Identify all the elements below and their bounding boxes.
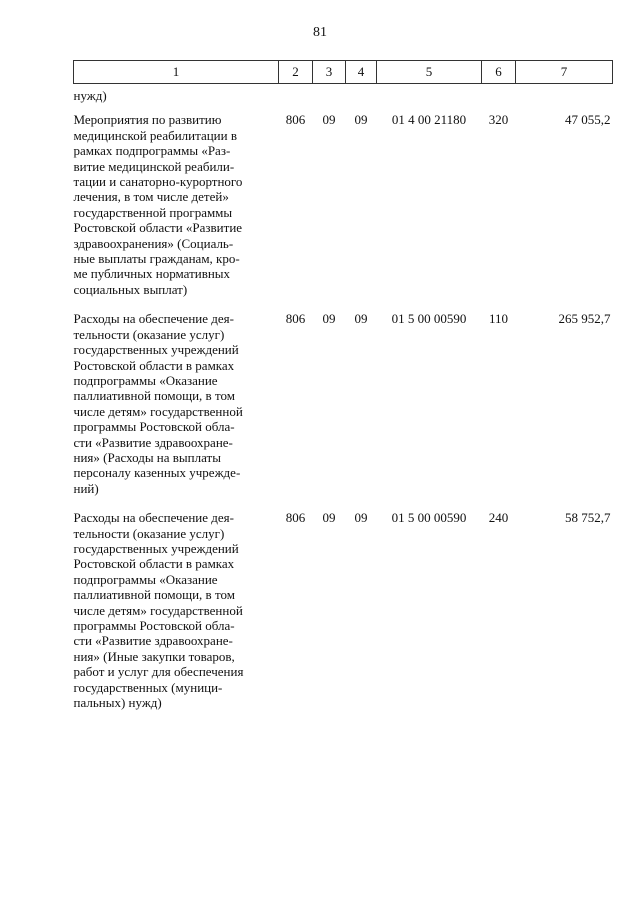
header-cell: 4 bbox=[346, 61, 377, 84]
table-row bbox=[74, 307, 613, 506]
subsection-code: 09 bbox=[354, 311, 368, 327]
amount: 47 055,2 bbox=[565, 112, 611, 128]
amount: 265 952,7 bbox=[558, 311, 611, 327]
budget-table bbox=[73, 60, 613, 720]
description-line: паллиативной помощи, в том bbox=[73, 388, 235, 404]
description-line: государственной программы bbox=[73, 204, 233, 220]
ministry-code: 806 bbox=[285, 311, 306, 327]
description-line: персоналу казенных учрежде- bbox=[73, 465, 241, 481]
description-line: Ростовской области в рамках bbox=[73, 556, 235, 572]
subsection-code: 09 bbox=[354, 112, 368, 128]
description-line: работ и услуг для обеспечения bbox=[73, 664, 244, 680]
expense-type-code: 110 bbox=[488, 311, 509, 327]
description-line: ния» (Расходы на выплаты bbox=[73, 449, 221, 465]
section-code: 09 bbox=[322, 510, 336, 526]
description-line: Мероприятия по развитию bbox=[73, 112, 222, 128]
target-article-code: 01 4 00 21180 bbox=[391, 112, 467, 128]
header-cell: 5 bbox=[377, 61, 482, 84]
description-line: подпрограммы «Оказание bbox=[73, 571, 218, 587]
description-line: тации и санаторно-курортного bbox=[73, 174, 243, 190]
row-description bbox=[74, 108, 279, 307]
target-article-code: 01 5 00 00590 bbox=[391, 311, 467, 327]
description-line: Ростовской области в рамках bbox=[73, 357, 235, 373]
table-row bbox=[74, 506, 613, 720]
description-line: Расходы на обеспечение дея- bbox=[73, 510, 234, 526]
description-line: тельности (оказание услуг) bbox=[73, 525, 225, 541]
description-line: ния» (Иные закупки товаров, bbox=[73, 648, 235, 664]
description-line: государственных учреждений bbox=[73, 540, 239, 556]
description-line: сти «Развитие здравоохране- bbox=[73, 434, 233, 450]
continuation-row bbox=[74, 84, 613, 109]
description-line: государственных (муници- bbox=[73, 679, 223, 695]
row-description bbox=[74, 307, 279, 506]
subsection-code: 09 bbox=[354, 510, 368, 526]
header-cell: 2 bbox=[279, 61, 313, 84]
header-cell: 1 bbox=[74, 61, 279, 84]
continuation-text: нужд) bbox=[73, 88, 107, 103]
ministry-code: 806 bbox=[285, 112, 306, 128]
description-line: Расходы на обеспечение дея- bbox=[73, 311, 234, 327]
description-line: сти «Развитие здравоохране- bbox=[73, 633, 233, 649]
description-line: тельности (оказание услуг) bbox=[73, 326, 225, 342]
header-cell: 6 bbox=[482, 61, 516, 84]
amount: 58 752,7 bbox=[565, 510, 611, 526]
expense-type-code: 240 bbox=[488, 510, 509, 526]
description-line: ме публичных нормативных bbox=[73, 266, 231, 282]
description-line: ные выплаты гражданам, кро- bbox=[73, 251, 240, 267]
description-line: ний) bbox=[73, 480, 99, 496]
description-line: числе детям» государственной bbox=[73, 602, 243, 618]
row-description bbox=[74, 506, 279, 720]
description-line: программы Ростовской обла- bbox=[73, 419, 235, 435]
description-line: подпрограммы «Оказание bbox=[73, 372, 218, 388]
description-line: лечения, в том числе детей» bbox=[73, 189, 229, 205]
description-line: программы Ростовской обла- bbox=[73, 618, 235, 633]
ministry-code: 806 bbox=[285, 510, 306, 526]
description-line: витие медицинской реабили- bbox=[73, 158, 235, 174]
section-code: 09 bbox=[322, 311, 336, 327]
description-line: государственных учреждений bbox=[73, 342, 239, 358]
description-line: социальных выплат) bbox=[73, 281, 188, 297]
section-code: 09 bbox=[322, 112, 336, 128]
description-line: пальных) нужд) bbox=[73, 695, 162, 711]
header-row bbox=[74, 61, 613, 84]
description-line: числе детям» государственной bbox=[73, 403, 243, 419]
page-number: 81 bbox=[313, 25, 327, 40]
description-line: медицинской реабилитации в bbox=[73, 127, 237, 143]
description-line: паллиативной помощи, в том bbox=[73, 587, 235, 603]
expense-type-code: 320 bbox=[488, 112, 509, 128]
target-article-code: 01 5 00 00590 bbox=[391, 510, 467, 526]
description-line: рамках подпрограммы «Раз- bbox=[73, 143, 231, 159]
description-line: здравоохранения» (Социаль- bbox=[73, 235, 234, 251]
table-row bbox=[74, 108, 613, 307]
description-line: Ростовской области «Развитие bbox=[73, 220, 243, 236]
header-cell: 3 bbox=[313, 61, 346, 84]
header-cell: 7 bbox=[516, 61, 613, 84]
